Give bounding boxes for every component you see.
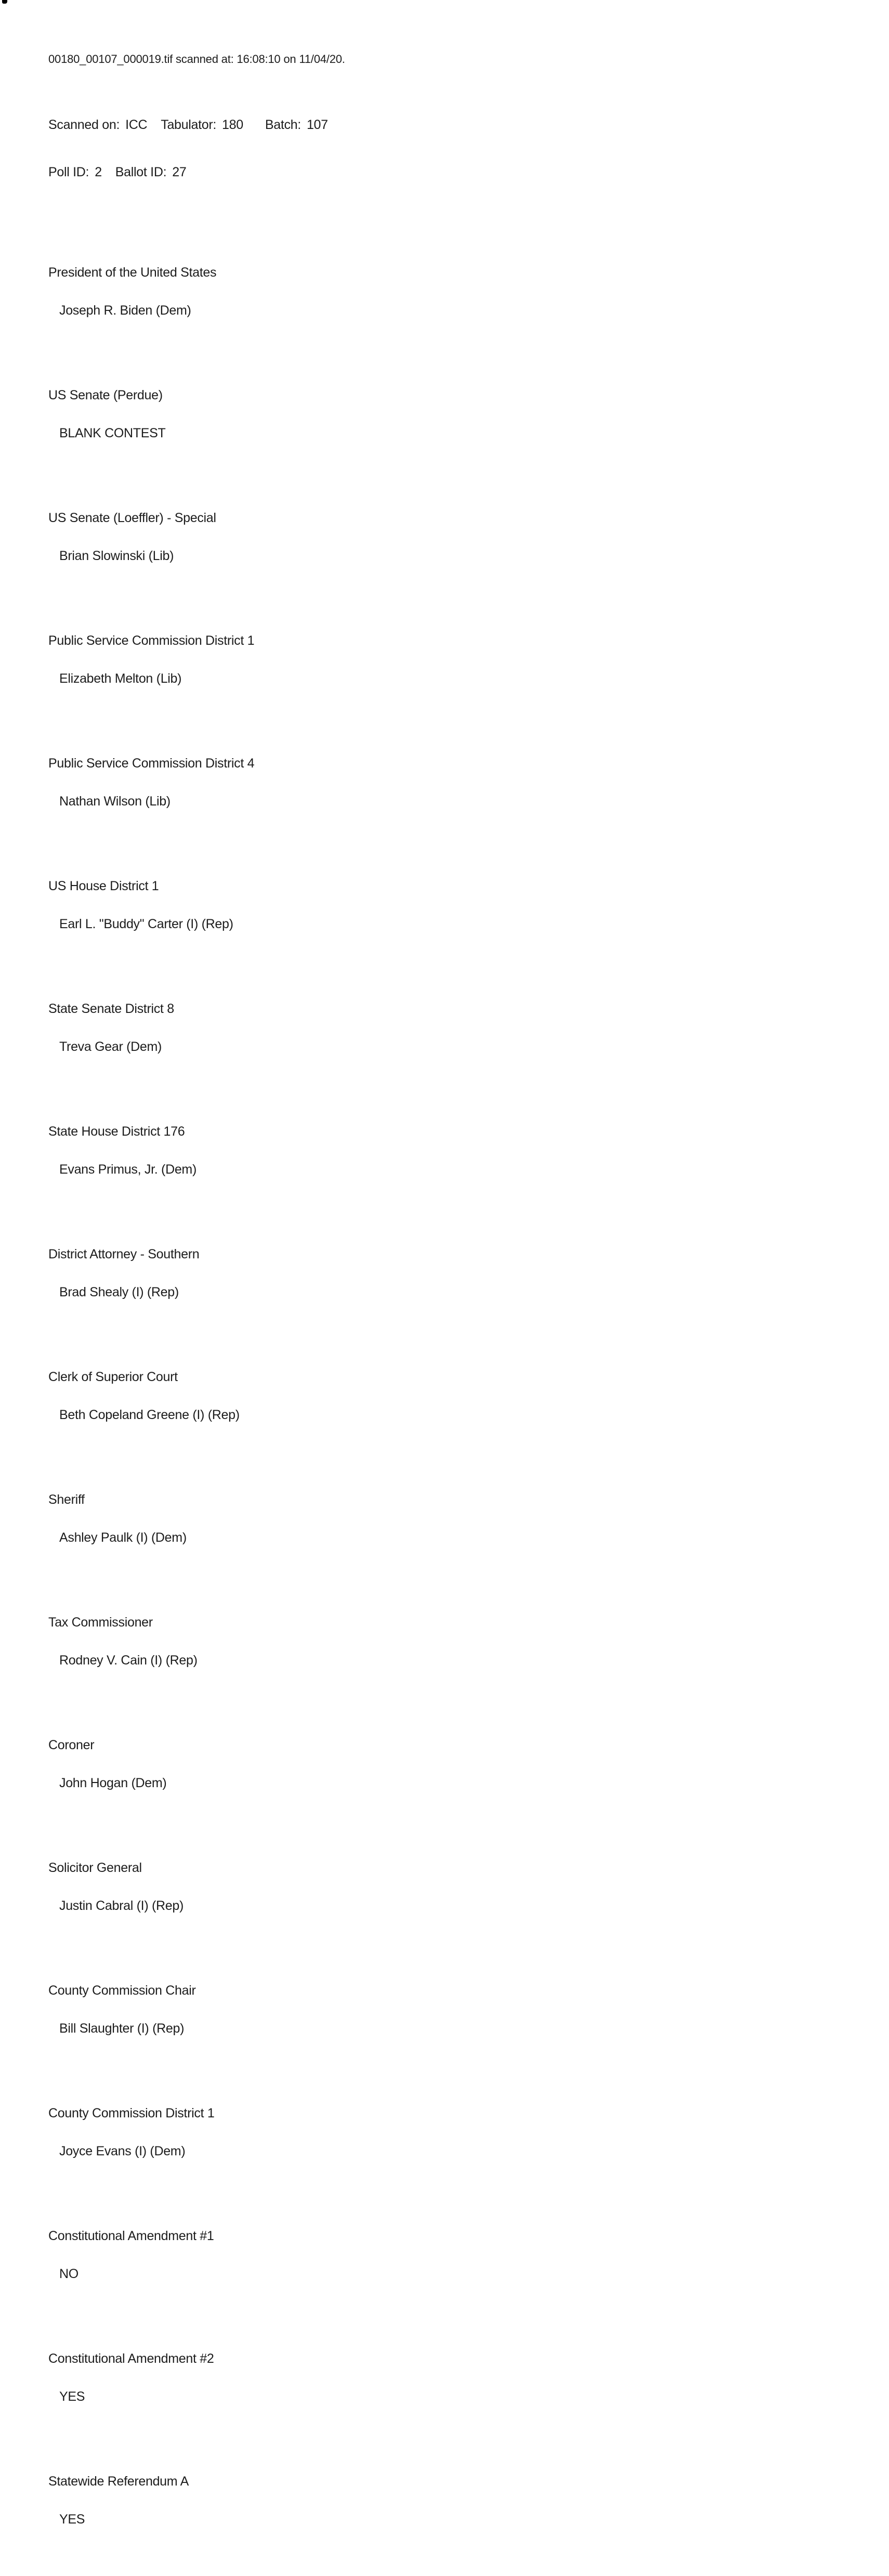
contest-row bbox=[48, 1226, 828, 1321]
contest-office: Constitutional Amendment #2 bbox=[48, 2351, 214, 2366]
contest-office: Tax Commissioner bbox=[48, 1615, 153, 1630]
contest-selection: NO bbox=[59, 2267, 79, 2281]
contest-selection: Earl L. "Buddy" Carter (I) (Rep) bbox=[59, 917, 233, 931]
scanned-ballot-record-page bbox=[48, 24, 828, 2576]
ballot-id-value: 27 bbox=[172, 165, 187, 179]
contest-selection: Nathan Wilson (Lib) bbox=[59, 794, 171, 809]
contest-row bbox=[48, 735, 828, 830]
contest-selection: Bill Slaughter (I) (Rep) bbox=[59, 2021, 185, 2036]
contest-office: Statewide Referendum A bbox=[48, 2474, 189, 2489]
contest-row bbox=[48, 2453, 828, 2548]
scanned-on-value: ICC bbox=[125, 118, 148, 132]
contest-office: Constitutional Amendment #1 bbox=[48, 2229, 214, 2243]
contest-row bbox=[48, 1717, 828, 1812]
contest-office: Public Service Commission District 1 bbox=[48, 633, 255, 648]
contest-office: Coroner bbox=[48, 1738, 95, 1752]
scan-info-line bbox=[48, 115, 828, 135]
contest-row bbox=[48, 2208, 828, 2302]
contest-row bbox=[48, 1840, 828, 1934]
poll-id-label: Poll ID: bbox=[48, 165, 89, 179]
contest-selection: Justin Cabral (I) (Rep) bbox=[59, 1898, 184, 1913]
contest-selection: Brad Shealy (I) (Rep) bbox=[59, 1285, 179, 1299]
contest-row bbox=[48, 490, 828, 584]
contest-office: Public Service Commission District 4 bbox=[48, 756, 255, 771]
ballot-id-label: Ballot ID: bbox=[115, 165, 167, 179]
contest-office: County Commission Chair bbox=[48, 1983, 196, 1998]
contest-selection: Treva Gear (Dem) bbox=[59, 1039, 162, 1054]
contest-row bbox=[48, 613, 828, 707]
poll-id-value: 2 bbox=[95, 165, 102, 179]
contest-office: District Attorney - Southern bbox=[48, 1247, 200, 1261]
contest-office: US House District 1 bbox=[48, 879, 159, 893]
contest-office: President of the United States bbox=[48, 265, 217, 280]
contest-selection: YES bbox=[59, 2389, 85, 2404]
batch-value: 107 bbox=[306, 118, 328, 132]
contest-selection: Rodney V. Cain (I) (Rep) bbox=[59, 1653, 198, 1668]
tabulator-value: 180 bbox=[222, 118, 243, 132]
contest-row bbox=[48, 1349, 828, 1443]
contest-row bbox=[48, 858, 828, 953]
contest-row bbox=[48, 1962, 828, 2057]
contest-row bbox=[48, 367, 828, 462]
contest-row bbox=[48, 1472, 828, 1566]
tabulator-label: Tabulator: bbox=[161, 118, 217, 132]
contest-office: County Commission District 1 bbox=[48, 2106, 215, 2120]
contest-row bbox=[48, 244, 828, 339]
contest-office: Solicitor General bbox=[48, 1861, 142, 1875]
contest-selection: BLANK CONTEST bbox=[59, 426, 166, 440]
contest-row bbox=[48, 1594, 828, 1689]
scan-filename-header: 00180_00107_000019.tif scanned at: 16:08:10 on 11/04/20. bbox=[48, 53, 345, 66]
contest-selection: YES bbox=[59, 2512, 85, 2527]
contest-office: Sheriff bbox=[48, 1492, 85, 1507]
contest-office: Clerk of Superior Court bbox=[48, 1370, 178, 1384]
contest-selection: Elizabeth Melton (Lib) bbox=[59, 671, 182, 686]
contest-selection: Brian Slowinski (Lib) bbox=[59, 549, 174, 563]
contest-office: State House District 176 bbox=[48, 1124, 185, 1139]
contest-list bbox=[48, 226, 828, 2557]
contest-row bbox=[48, 1103, 828, 1198]
contest-row bbox=[48, 981, 828, 1075]
contest-office: US Senate (Loeffler) - Special bbox=[48, 511, 216, 525]
scan-edge-artifact bbox=[2, 0, 7, 4]
contest-row bbox=[48, 2085, 828, 2180]
contest-selection: Evans Primus, Jr. (Dem) bbox=[59, 1162, 197, 1177]
contest-office: US Senate (Perdue) bbox=[48, 388, 163, 402]
batch-label: Batch: bbox=[265, 118, 301, 132]
poll-info-line bbox=[48, 163, 828, 182]
contest-selection: Joseph R. Biden (Dem) bbox=[59, 303, 191, 318]
contest-selection: Ashley Paulk (I) (Dem) bbox=[59, 1530, 187, 1545]
scanned-on-label: Scanned on: bbox=[48, 118, 120, 132]
contest-row bbox=[48, 2331, 828, 2425]
contest-selection: John Hogan (Dem) bbox=[59, 1776, 167, 1790]
contest-selection: Beth Copeland Greene (I) (Rep) bbox=[59, 1408, 240, 1422]
contest-office: State Senate District 8 bbox=[48, 1001, 174, 1016]
contest-selection: Joyce Evans (I) (Dem) bbox=[59, 2144, 186, 2158]
